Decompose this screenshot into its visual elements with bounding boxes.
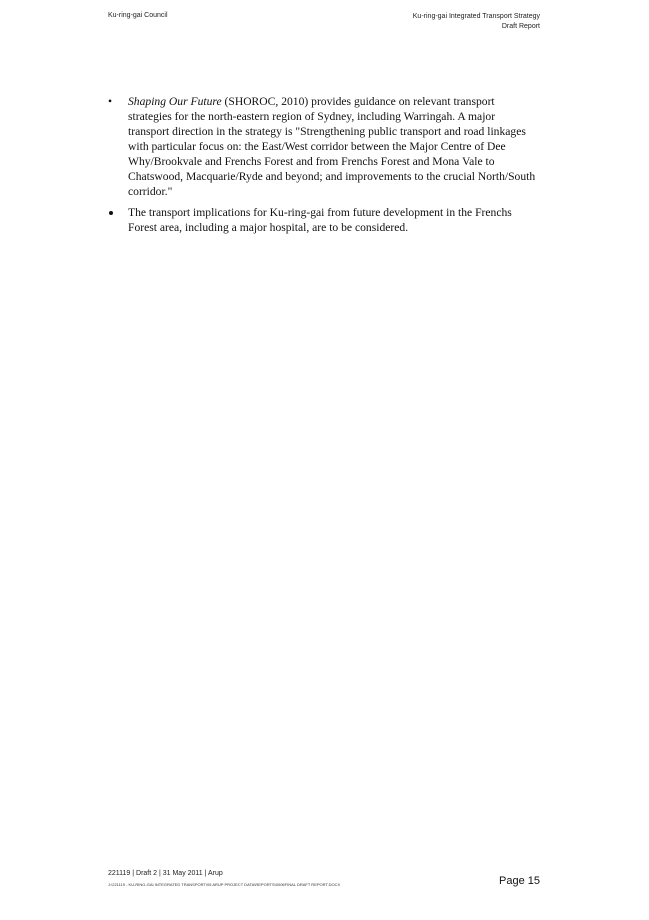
list-item [108, 205, 538, 235]
bullet-list [108, 94, 538, 241]
header-document-title [413, 12, 540, 32]
page-number: Page 15 [499, 875, 540, 887]
header-title-line: Ku-ring-gai Integrated Transport Strategy [412, 13, 540, 20]
header-subtitle-line: Draft Report [501, 23, 540, 30]
document-title-italic: Shaping Our Future [128, 95, 222, 108]
header-organization: Ku-ring-gai Council [108, 12, 168, 19]
list-item-body: (SHOROC, 2010) provides guidance on relevant transport strategies for the north-eastern region of Sydney, including Warringah. A major transport direction in the strategy is "Strengthening public transport and road linkages with particular focus on: the East/West corridor between the Major Centre of Dee Why/Brookvale and Frenchs Forest and from Frenchs Forest and Mona Vale to Chatswood, Macquarie/Ryde and beyond; and improvements to the crucial North/South corridor." [128, 95, 536, 198]
footer-file-path: J:\221119 - KU-RING-GAI INTEGRATED TRANSPORT\05 ARUP PROJECT DATA\REPORTS\0006FINAL DRAFT REPORT.DOCX [108, 882, 341, 887]
list-item [108, 94, 538, 199]
list-item-body: The transport implications for Ku-ring-gai from future development in the Frenchs Forest area, including a major hospital, are to be considered. [128, 206, 512, 234]
list-item-text [128, 95, 535, 198]
bullet-marker: • [108, 95, 113, 108]
footer-document-info: 221119 | Draft 2 | 31 May 2011 | Arup [108, 870, 223, 877]
bullet-dot-icon [109, 211, 113, 215]
